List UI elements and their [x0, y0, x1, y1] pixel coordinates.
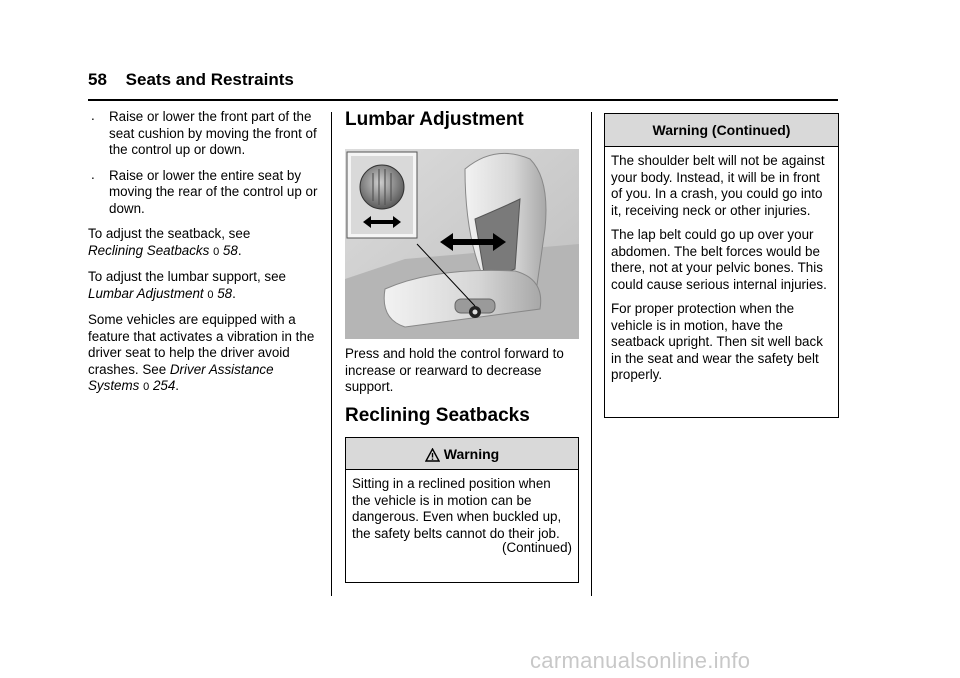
seat-illustration-svg: [345, 149, 579, 339]
warning-continued-box: [604, 113, 839, 418]
lumbar-heading: Lumbar Adjustment: [345, 109, 524, 130]
column-divider: [331, 112, 332, 596]
warning-continued-header: Warning (Continued): [605, 114, 838, 147]
bullet-text: Raise or lower the entire seat by moving the rear of the control up or down.: [109, 167, 318, 216]
link-text: Reclining Seatbacks: [88, 242, 210, 258]
bullet-marker: .: [91, 108, 95, 123]
punctuation: .: [232, 285, 236, 301]
warning-paragraph: For proper protection when the vehicle is in motion, have the seatback upright. Then sit well back in the seat and wear the safety belt properly.: [611, 301, 823, 382]
lumbar-paragraph: [88, 269, 324, 303]
page-ref: 58: [222, 242, 238, 258]
reclining-seatbacks-link[interactable]: [88, 243, 238, 258]
column-2: [345, 108, 579, 132]
page-ref-icon: 0: [213, 245, 220, 258]
warning-text: Sitting in a reclined position when the vehicle is in motion can be dangerous. Even when buckled up, the safety belts cannot do their job.: [352, 476, 562, 541]
warning-continued-body: [605, 147, 838, 396]
warning-title: Warning: [443, 446, 500, 462]
bullet-marker: .: [91, 166, 95, 182]
warning-box: [345, 437, 579, 583]
page-ref: 254: [152, 378, 176, 393]
page-ref-icon: 0: [207, 288, 214, 301]
warning-body: [346, 470, 578, 561]
warning-paragraph: The lap belt could go up over your abdomen. The belt forces would be there, not at your pelvic bones. This could cause serious internal injuries.: [611, 227, 827, 292]
reclining-heading-wrap: [345, 404, 579, 428]
column-1: [88, 109, 324, 405]
link-text: Lumbar Adjustment: [88, 285, 204, 301]
page-header: [88, 70, 294, 90]
page-ref-icon: 0: [143, 381, 150, 393]
list-item: [88, 109, 324, 159]
column-divider: [591, 112, 592, 596]
page-ref: 58: [217, 285, 233, 301]
header-rule: [88, 99, 838, 101]
warning-paragraph: The shoulder belt will not be against your body. Instead, it will be in front of you. In a crash, you could go into it, receiving neck or other injuries.: [611, 153, 825, 218]
page-number: 58: [88, 70, 107, 89]
body-text: Some vehicles are equipped with a feature that activates a vibration in the driver seat to help the driver avoid crashes. See: [88, 312, 315, 377]
bullet-text: Raise or lower the front part of the seat cushion by moving the front of the control up or down.: [109, 109, 317, 157]
punctuation: .: [175, 378, 180, 393]
body-text: To adjust the lumbar support, see: [88, 269, 286, 284]
warning-header: [346, 438, 578, 470]
lumbar-seat-illustration: [345, 149, 579, 339]
list-item: [88, 168, 324, 218]
section-title: Seats and Restraints: [125, 70, 294, 89]
continued-label: (Continued): [502, 540, 572, 555]
link-text: Driver Assistance Systems: [88, 361, 274, 393]
vibration-paragraph: [88, 312, 324, 396]
watermark: carmanualsonline.info: [530, 648, 751, 673]
lumbar-caption: Press and hold the control forward to increase or rearward to decrease support.: [345, 346, 564, 394]
warning-icon: [425, 441, 440, 474]
seatback-paragraph: [88, 226, 324, 260]
reclining-heading: Reclining Seatbacks: [345, 405, 530, 426]
punctuation: .: [237, 242, 242, 258]
body-text: To adjust the seatback, see: [88, 226, 251, 241]
lumbar-adjustment-link[interactable]: [88, 286, 232, 301]
